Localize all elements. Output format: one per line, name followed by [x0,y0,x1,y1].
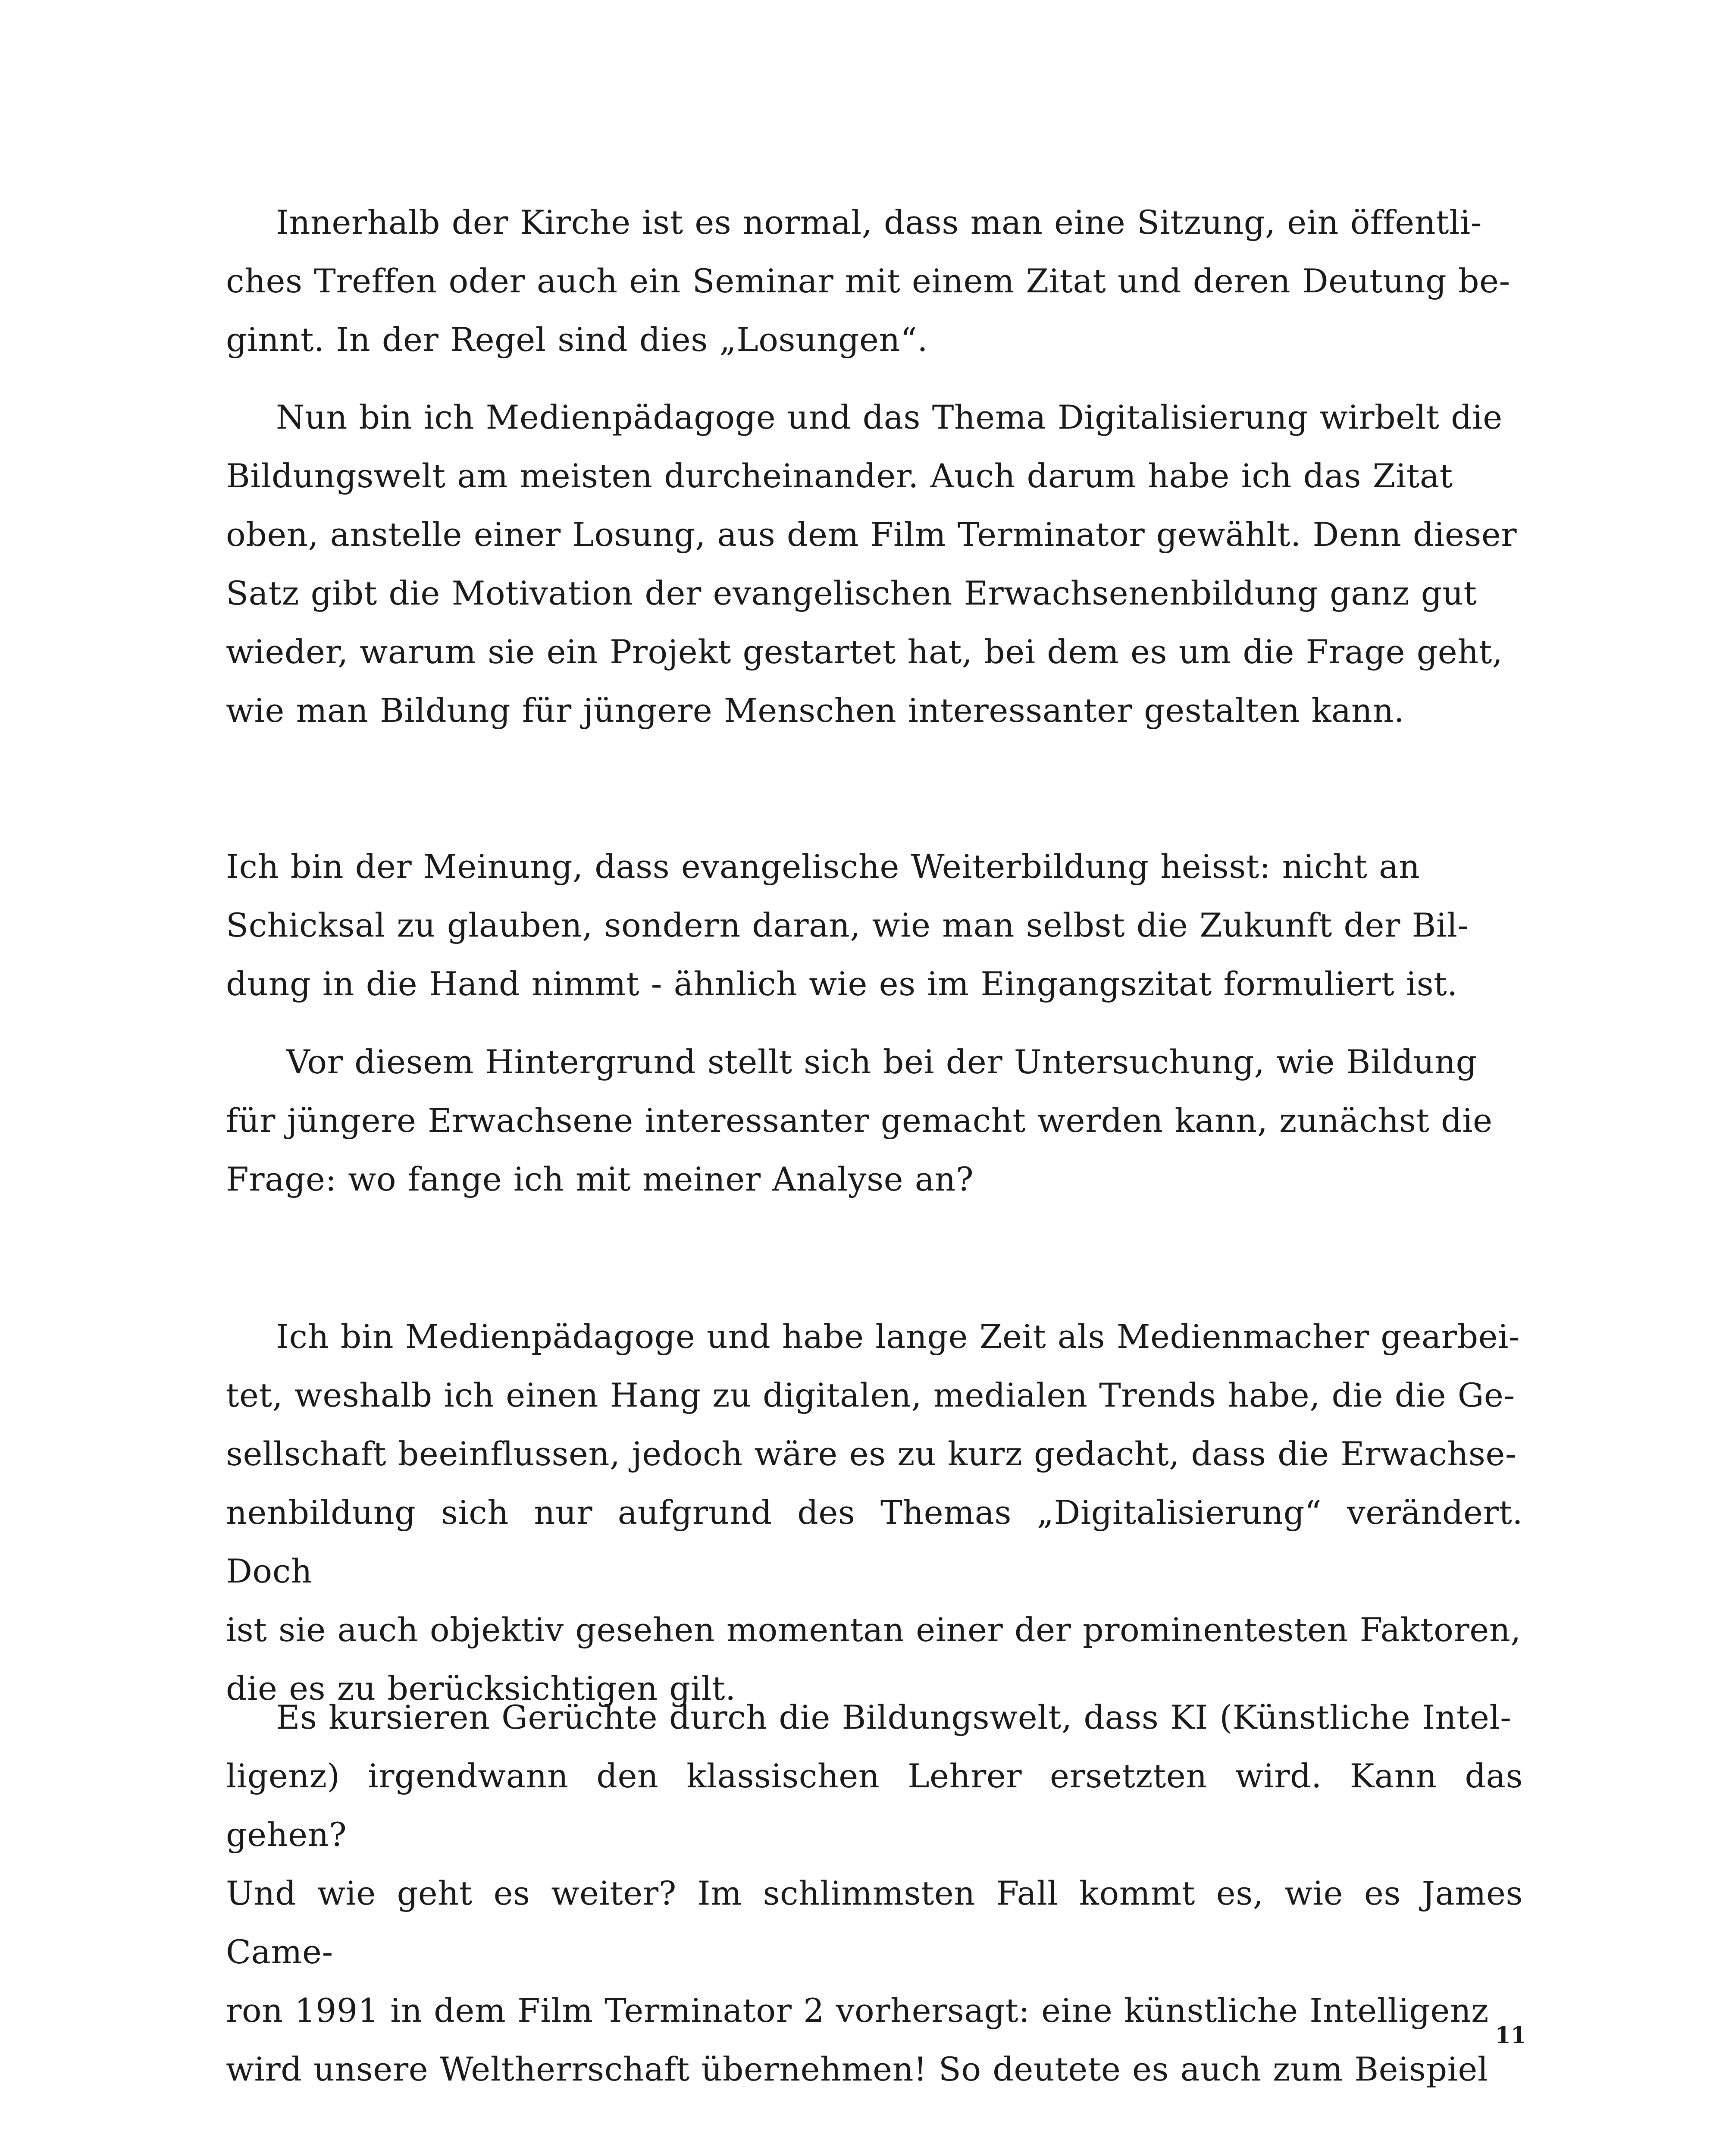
paragraph-text: Es kursieren Gerüchte durch die Bildungswelt, dass KI (Künstliche Intel- ligenz) irgendwann den klassischen Lehrer ersetzten wird. Kann das gehen? Und wie geht es weiter? Im schlimmsten Fall kommt es, wie es James Came- ron 1991 in dem Film Terminator 2 vorhersagt: eine künstliche Intelligenz wird unsere Weltherrschaft übernehmen! So deutete es auch zum Beispiel [226,1698,1523,2088]
paragraph-background-question [226,1033,1523,1209]
paragraph-digitalization [226,1307,1523,1718]
paragraph-church-losungen [226,193,1523,369]
paragraph-text: Vor diesem Hintergrund stellt sich bei der Untersuchung, wie Bildung für jüngere Erwachsene interessanter gemacht werden kann, zunächst die Frage: wo fange ich mit meiner Analyse an? [226,1043,1493,1198]
page-number: 11 [1495,2022,1526,2049]
paragraph-text: Ich bin Medienpädagoge und habe lange Zeit als Medienmacher gearbei- tet, weshalb ich einen Hang zu digitalen, medialen Trends habe, die die Ge- sellschaft beeinflussen, jedoch wäre es zu kurz gedacht, dass die Erwachse- nenbildung sich nur aufgrund des Themas „Digitalisierung“ verändert. Doch ist sie auch objektiv gesehen momentan einer der prominentesten Faktoren, die es zu berücksichtigen gilt. [226,1317,1523,1708]
paragraph-media-pedagogue [226,388,1523,740]
paragraph-ai-rumors [226,1688,1523,2099]
paragraph-text: Innerhalb der Kirche ist es normal, dass man eine Sitzung, ein öffentli- ches Treffen oder auch ein Seminar mit einem Zitat und deren Deutung be- ginnt. In der Regel sind dies „Losungen“. [226,203,1510,359]
paragraph-opinion [226,837,1523,1013]
paragraph-text: Ich bin der Meinung, dass evangelische Weiterbildung heisst: nicht an Schicksal zu glauben, sondern daran, wie man selbst die Zukunft der Bil- dung in die Hand nimmt - ähnlich wie es im Eingangszitat formuliert ist. [226,847,1469,1003]
paragraph-text: Nun bin ich Medienpädagoge und das Thema Digitalisierung wirbelt die Bildungswelt am meisten durcheinander. Auch darum habe ich das Zitat oben, anstelle einer Losung, aus dem Film Terminator gewählt. Denn dieser Satz gibt die Motivation der evangelischen Erwachsenenbildung ganz gut wieder, warum sie ein Projekt gestartet hat, bei dem es um die Frage geht, wie man Bildung für jüngere Menschen interessanter gestalten kann. [226,398,1517,730]
